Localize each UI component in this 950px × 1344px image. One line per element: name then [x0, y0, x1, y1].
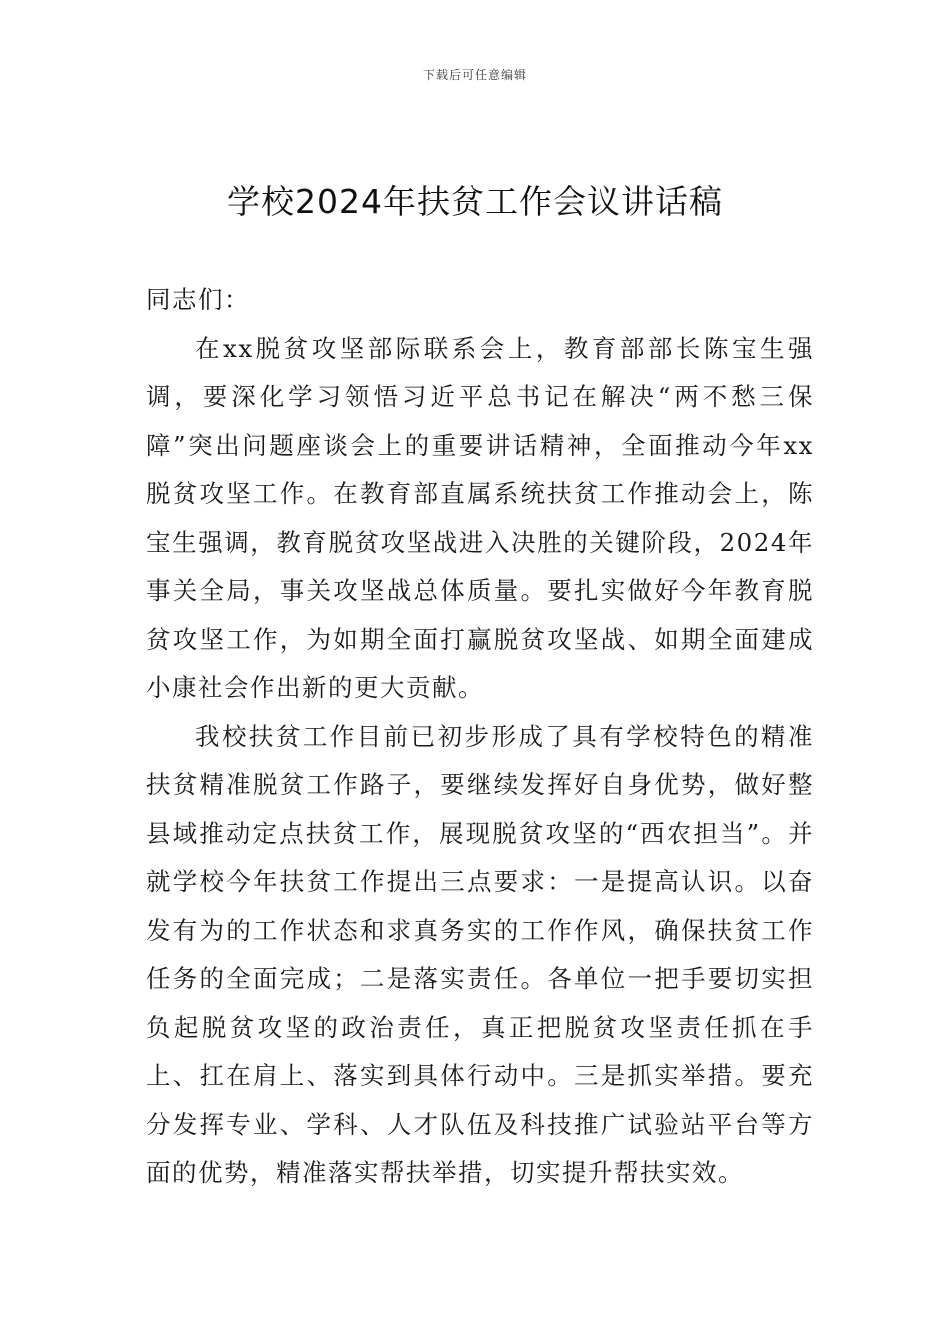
salutation: 同志们： — [146, 285, 250, 314]
paragraph-2: 我校扶贫工作目前已初步形成了具有学校特色的精准扶贫精准脱贫工作路子，要继续发挥好自身优势，做好整县域推动定点扶贫工作，展现脱贫攻坚的“西农担当”。并就学校今年扶贫工作提出三点要求：一是提高认识。以奋发有为的工作状态和求真务实的工作作风，确保扶贫工作任务的全面完成；二是落实责任。各单位一把手要切实担负起脱贫攻坚的政治责任，真正把脱贫攻坚责任抓在手上、扛在肩上、落实到具体行动中。三是抓实举措。要充分发挥专业、学科、人才队伍及科技推广试验站平台等方面的优势，精准落实帮扶举措，切实提升帮扶实效。 — [146, 721, 814, 1187]
paragraph-1: 在xx脱贫攻坚部际联系会上，教育部部长陈宝生强调，要深化学习领悟习近平总书记在解决“两不愁三保障”突出问题座谈会上的重要讲话精神，全面推动今年xx脱贫攻坚工作。在教育部直属系统扶贫工作推动会上，陈宝生强调，教育脱贫攻坚战进入决胜的关键阶段，2024年事关全局，事关攻坚战总体质量。要扎实做好今年教育脱贫攻坚工作，为如期全面打赢脱贫攻坚战、如期全面建成小康社会作出新的更大贡献。 — [146, 333, 814, 702]
header-note: 下载后可任意编辑 — [422, 68, 527, 82]
document-title: 学校2024年扶贫工作会议讲话稿 — [227, 182, 723, 221]
document-body — [146, 276, 814, 1198]
